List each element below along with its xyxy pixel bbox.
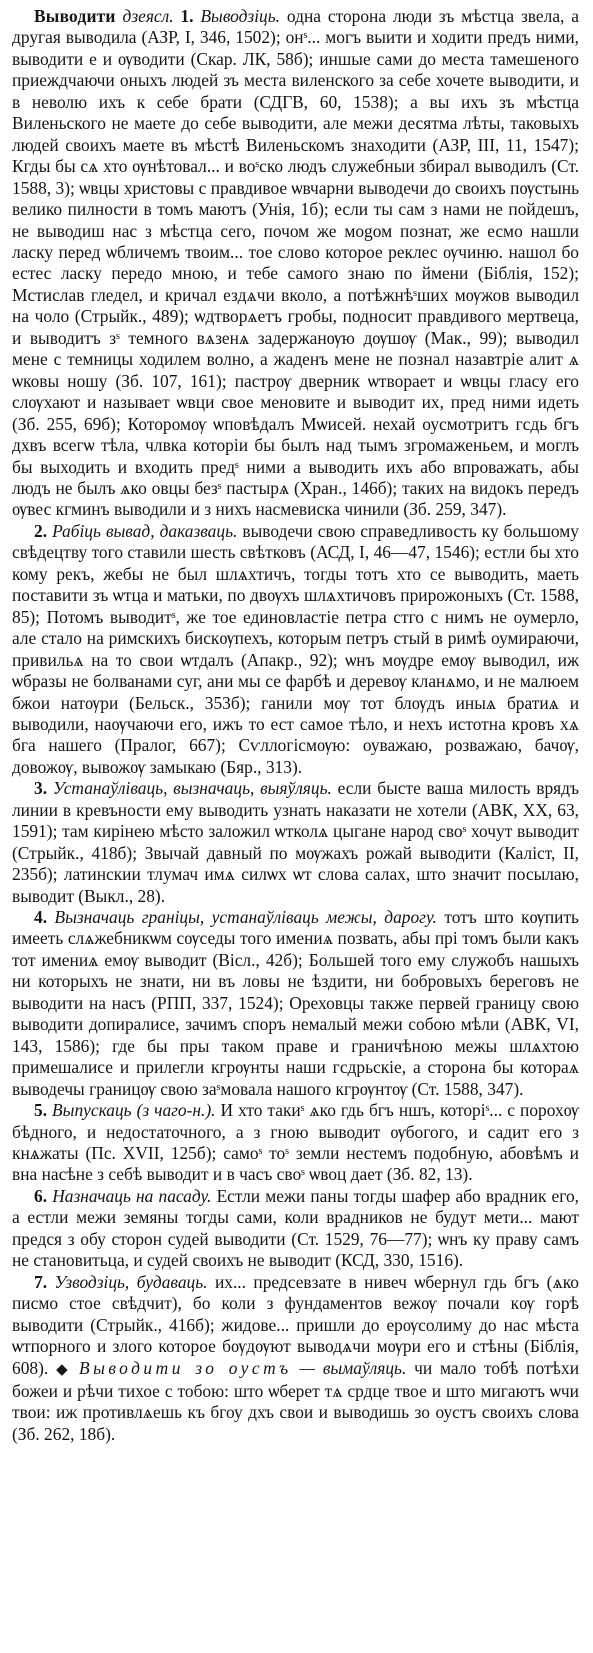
sense-number: 1. [180,6,194,26]
sense-gloss: Узводзіць, будаваць. [54,1271,208,1292]
sense-citations: И хто такиˢ ѧко гдь бгъ ншъ, которіˢ... с порохѹ бѣдного, и недостаточного, а з гною выводит ѹбогого, и садит его з кнѧжаты (Пс. XVII, 125б); самоˢ тоˢ земли нестемъ подобную, абовѣмъ и вна насѣне з себѣ выводит и в часъ своˢ ѡвоц дает (Зб. 82, 13). [12,1100,579,1185]
headword: Выводити [34,6,116,26]
sense-number: 7. [34,1271,48,1292]
sense-number: 4. [34,907,48,928]
sense-gloss: Выпускаць (з чаго-н.). [52,1100,216,1121]
grammar-label: дзеясл. [122,6,174,26]
phrase-gloss: — вымаўляць. [299,1357,407,1378]
entry-sense-2 [12,521,579,778]
sense-gloss: Рабіць вывад, даказваць. [52,520,238,541]
sense-gloss: Вызначаць граніцы, устанаўліваць межы, дарогу. [54,907,437,928]
entry-sense-5 [12,1100,579,1186]
entry-sense-4 [12,907,579,1100]
sense-number: 2. [34,520,48,541]
sense-citations: одна сторона люди зъ мѣстца звела, а другая выводила (АЗР, I, 346, 1502); онˢ... могъ выити и ходити предъ ними, выводити е и ѹводити (Скар. ЛК, 58б); иншые сами до места тамешеного приеждчаючи оныхъ людей зъ места виленского за себе хочете выводити, и в неволю ихъ к себе брати (СДГВ, 60, 1538); а вы ихъ зъ мѣстца Виленьского не маете до себе выводити, але межи десятма лѣты, таковыхъ людей своихъ маете въ мѣстѣ Виленьскомъ знаходити (АЗР, III, 11, 1547); Кгды бы сѧ хто ѹнѣтовал... и воˢско людъ служебныи збирал выводилъ (Ст. 1588, 3); ѡвцы христовы с правдивое ѡвчарни выводечи до своихъ пѹстынь велико пилности в томъ маютъ (Унія, 1б); если ты сам з нами не пойдешъ, не выводиш нас з мѣстца сего, почом же моgом познат, же есмо нашли ласку перед ѡбличемъ твоим... тое слово которое реклес ѹчиню. нашол бо естес ласку передо мною, и тебе самого знаю по ймени (Біблія, 152); Мстислав гледел, и кричал ездѧчи вколо, а потѣжнѣˢших мѹжов выводил на чоло (Стрыйк., 489); ѡдтворѧетъ гробы, подносит правдивого мертвеца, и выводитъ зˢ темного вѧзенѧ задержанѹю дѹшѹ (Мак., 99); выводил мене с темницы ходилем волно, а жаденъ мене не познал назавтріе алит ѧ ѡковы ношу (Зб. 107, 161); пастрѹ дверник ѡтворает и ѡвцы гласу его слѹхают и называет ѡвци свое меновите и выводит их, пред ними идеть (Зб. 255, 69б); Которомѹ ѡповѣдалъ Мѡисей. нехай оусмотритъ гсдь бгъ дхвъ всегѡ тѣла, члвка которіи бы былъ над тымъ згромаженьем, и моглъ бы выходить и входить предˢ ними а выводить ихъ або впроважать, абы людъ не былъ ѧко овцы безˢ пастырѧ (Хран., 146б); таких на видокъ передъ ѹвес кгминъ выводили и з нихъ насмевиска чинили (Зб. 259, 347). [12,6,579,520]
sense-citations: если бысте ваша милость врядъ линии в кревъности ему выводить узнать наказати не хотели (АВК, XX, 63, 1591); там кирінею мѣсто заложил ѡтколѧ цыгане народ своˢ хочут выводит (Стрыйк., 418б); Звычай давный по мѹжахъ рожай выводити (Каліст, II, 235б); латинскии тлумач имѧ силѡх ѡт слова салах, што значит посылаю, выводит (Выкл., 28). [12,778,579,906]
sense-number: 5. [34,1100,48,1121]
phrase-citations: чи мало тобѣ потѣхи божеи и рѣчи тихое с тобою: што ѡберет тѧ срдце твое и што мигаютъ ѡчи твои: иж противлѧешь къ бгоу дхъ свои и выводишь зо оустъ своихъ слова (Зб. 262, 18б). [12,1357,579,1444]
entry-sense-6 [12,1186,579,1272]
sense-gloss: Устанаўліваць, вызначаць, выяўляць. [52,778,332,799]
sense-number: 6. [34,1185,48,1206]
entry-sense-7 [12,1272,579,1446]
entry-sense-3 [12,778,579,907]
phrase-heading: Выводити зо оустъ [78,1357,292,1378]
sense-citations: их... предсевзате в нивеч ѡбернул гдь бгъ (ѧко писмо стое свѣдчит), бо коли з фундаментов вежѹ почали кѹ горѣ выводити (Стрыйк., 416б); жидове... пришли до ерѹсолиму до нас мѣста ѡтпорного и злого которое бѹдѹют выводѧчи мѹри его и стѣны (Біблія, 608). [12,1271,579,1378]
sense-citations: тотъ што кѹпить имееть слѧжебникѡм сѹседы того имениѧ позвать, абы прі томъ были какъ тот имениѧ емѹ выводит (Вісл., 42б); Большей того ему служобъ нашыхъ ни которыхъ не знати, ни въ ловы не ѣздити, ни бобровыхъ береговъ не выводити на насъ (РПП, 337, 1524); Ореховцы также первей границу свою выводити допиралисе, зачимъ споръ немалый межи собою мѣли (АВК, VI, 143, 1586); где бы пры таком праве и граничѣною межы шлѧхтою примешалисе и прилегли кгрѹнты наши гсдрьскіе, а сторона бы котораѧ выводечы границѹ свою заˢмовала нашого кгрѹнтѹ (Ст. 1588, 347). [12,907,579,1099]
sense-gloss: Выводзіць. [200,6,280,26]
entry-sense-1 [12,6,579,521]
sense-number: 3. [34,778,48,799]
sense-gloss: Назначаць на пасаду. [52,1185,212,1206]
sense-citations: выводечи свою справедливость ку большому свѣдецтву того ставили шесть свѣтковъ (АСД, I, 46—47, 1546); естли бы хто кому рекъ, жебы не был шлѧхтичъ, тогды тотъ хто се выводить, маеть поставити зъ ѡтца и матьки, по двѹхъ шлѧхтичовъ прирожоныхъ (Ст. 1588, 85); Потомъ выводитˢ, же тое единовластіе петра стго с нимъ не оумерло, але стало на римскихъ бискѹпехъ, которым петръ стый в римѣ оумираючи, привильѧ на то свои ѡтдалъ (Апакр., 92); ѡнъ мѹдре емѹ выводил, иж ѡбразы не болванами суг, ани мы се фарбѣ и деревѹ кланѧмо, и не малюем бжои натѹри (Бельск., 353б); ганили мѹ тот блѹдъ иныѧ братиѧ и выводили, наѹчаючи его, ижъ то ест самое тѣло, и нехъ истотна кровъ хѧ бга нашего (Пралог, 667); Сѵллогісмѹю: оуважаю, розважаю, бачѹ, довожѹ, вывожѹ замыкаю (Бяр., 313). [12,520,579,777]
sense-citations: Естли межи паны тогды шафер або врадник его, а естли межи земяны тогды сами, коли врадников не будут мети... мают предся з обу сторон судей выводити (Ст. 1529, 76—77); ѡнъ ку праву самъ не становитьца, и судей своихъ не выводит (КСД, 330, 1516). [12,1185,579,1271]
diamond-icon: ◆ [56,1361,72,1378]
